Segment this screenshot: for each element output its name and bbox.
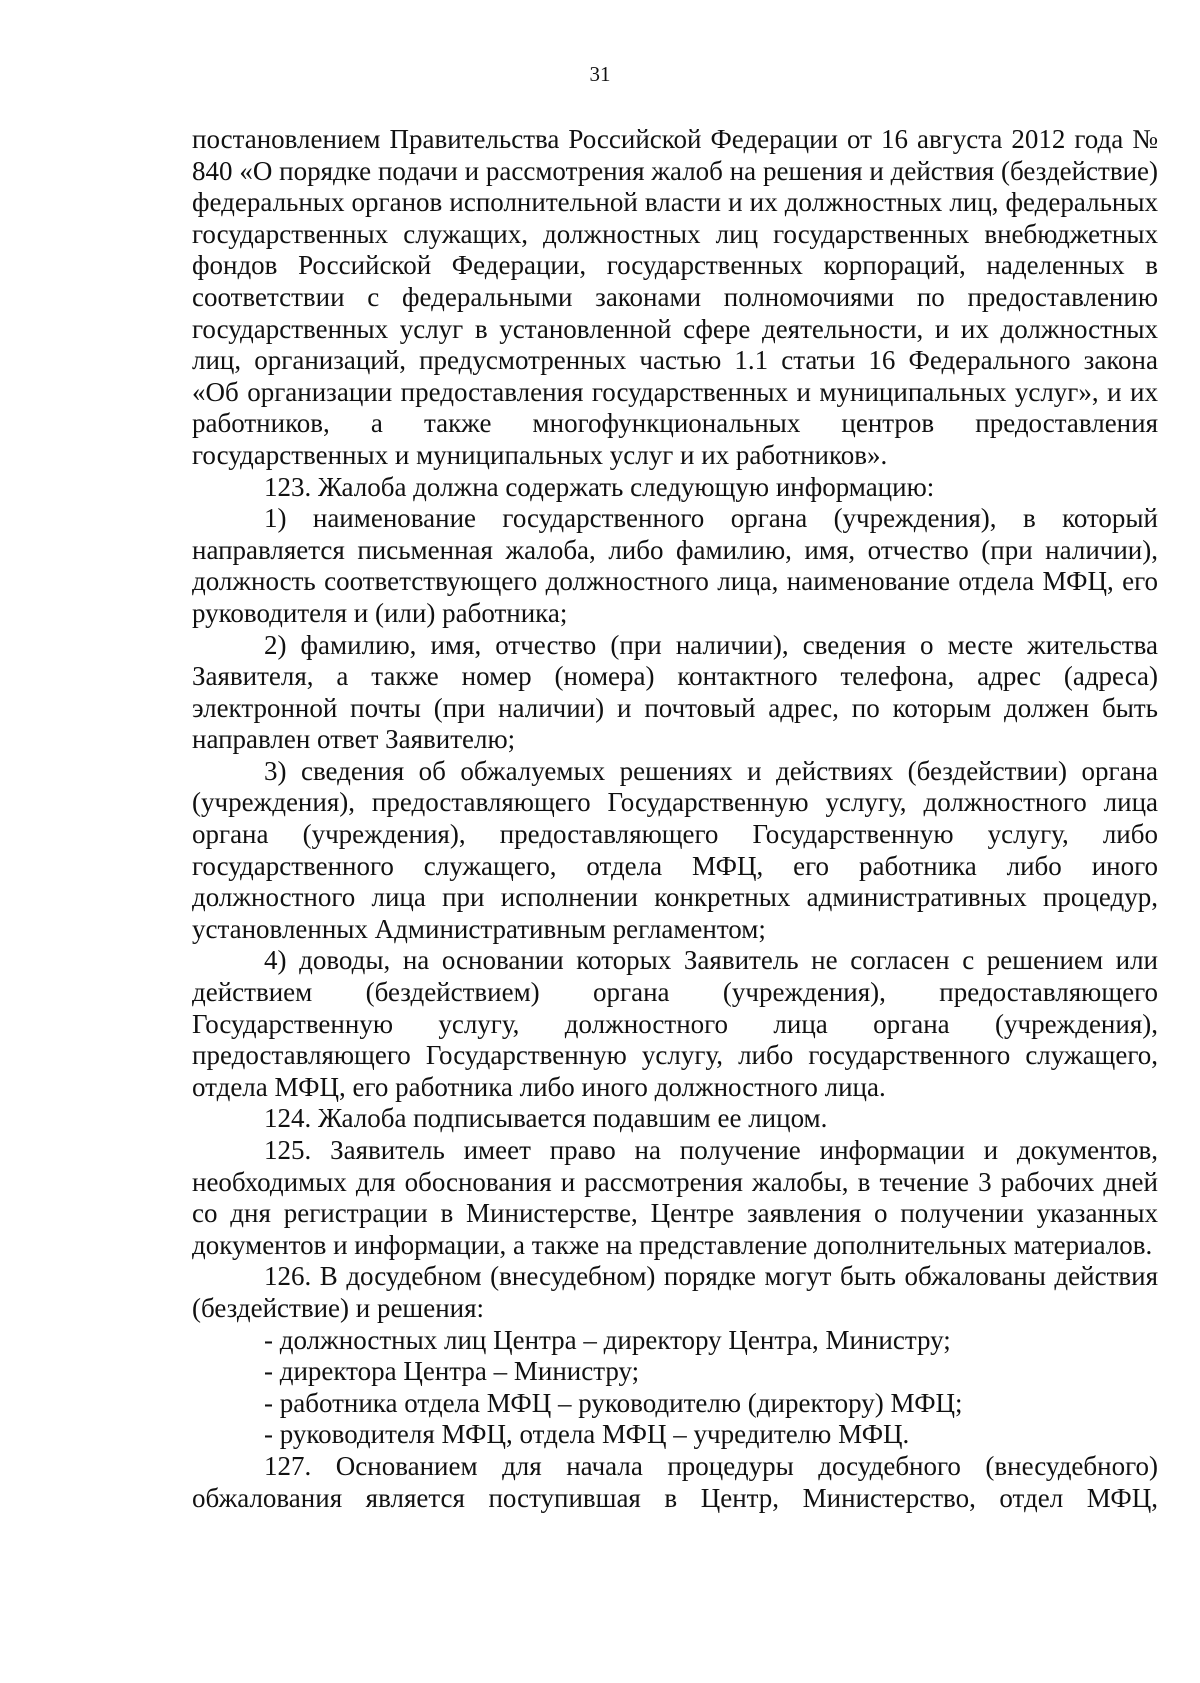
paragraph-123-item-1: 1) наименование государственного органа (учреждения), в который направляется письменная жалоба, либо фамилию, имя, отчество (при наличии), должность соответствующего должностного лица, наименование отдела МФЦ, его руководителя и (или) работника;	[192, 503, 1158, 628]
paragraph-124: 124. Жалоба подписывается подавшим ее лицом.	[264, 1103, 828, 1134]
document-body	[192, 124, 1158, 1514]
paragraph-126-dash-3: - работника отдела МФЦ – руководителю (директору) МФЦ;	[264, 1387, 963, 1418]
page-number: 31	[589, 62, 611, 86]
paragraph-126-dash-2: - директора Центра – Министру;	[264, 1356, 640, 1387]
paragraph-126-dash-1: - должностных лиц Центра – директору Центра, Министру;	[264, 1324, 951, 1355]
paragraph-continuation: постановлением Правительства Российской Федерации от 16 августа 2012 года № 840 «О порядке подачи и рассмотрения жалоб на решения и действия (бездействие) федеральных органов исполнительной власти и их должностных лиц, федеральных государственных служащих, должностных лиц государственных внебюджетных фондов Российской Федерации, государственных корпораций, наделенных в соответствии с федеральными законами полномочиями по предоставлению государственных услуг в установленной сфере деятельности, и их должностных лиц, организаций, предусмотренных частью 1.1 статьи 16 Федерального закона «Об организации предоставления государственных и муниципальных услуг», и их работников, а также многофункциональных центров предоставления государственных и муниципальных услуг и их работников».	[192, 124, 1158, 470]
paragraph-126: 126. В досудебном (внесудебном) порядке могут быть обжалованы действия (бездействие) и решения:	[192, 1261, 1158, 1323]
paragraph-126-dash-4: - руководителя МФЦ, отдела МФЦ – учредителю МФЦ.	[264, 1419, 910, 1450]
paragraph-123-item-2: 2) фамилию, имя, отчество (при наличии), сведения о месте жительства Заявителя, а также номер (номера) контактного телефона, адрес (адреса) электронной почты (при наличии) и почтовый адрес, по которым должен быть направлен ответ Заявителю;	[192, 629, 1158, 755]
paragraph-123: 123. Жалоба должна содержать следующую информацию:	[264, 471, 935, 502]
paragraph-123-item-3: 3) сведения об обжалуемых решениях и действиях (бездействии) органа (учреждения), предоставляющего Государственную услугу, должностного лица органа (учреждения), предоставляющего Государственную услугу, либо государственного служащего, отдела МФЦ, его работника либо иного должностного лица при исполнении конкретных административных процедур, установленных Административным регламентом;	[192, 755, 1158, 944]
paragraph-123-item-4: 4) доводы, на основании которых Заявитель не согласен с решением или действием (бездействием) органа (учреждения), предоставляющего Государственную услугу, должностного лица органа (учреждения), предоставляющего Государственную услугу, либо государственного служащего, отдела МФЦ, его работника либо иного должностного лица.	[192, 945, 1158, 1102]
paragraph-127: 127. Основанием для начала процедуры досудебного (внесудебного) обжалования является поступившая в Центр, Министерство, отдел МФЦ,	[192, 1450, 1158, 1513]
paragraph-125: 125. Заявитель имеет право на получение информации и документов, необходимых для обоснования и рассмотрения жалобы, в течение 3 рабочих дней со дня регистрации в Министерстве, Центре заявления о получении указанных документов и информации, а также на представление дополнительных материалов.	[192, 1135, 1158, 1260]
